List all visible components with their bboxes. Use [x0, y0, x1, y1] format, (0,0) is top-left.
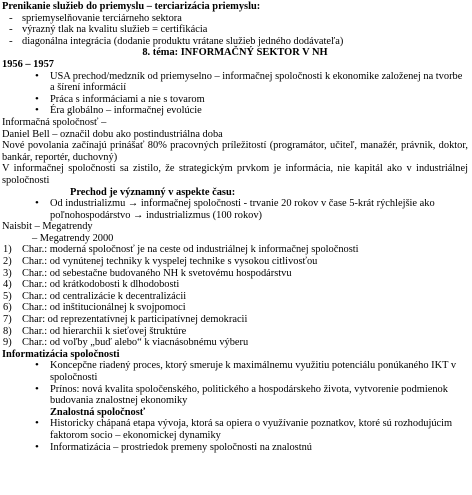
item-text: Char: od reprezentatívnej k participatívnej demokracii: [22, 314, 248, 326]
daniel-bell-line: Daniel Bell – označil dobu ako postindustriálna doba: [2, 128, 223, 140]
characteristic-item: [2, 291, 468, 303]
item-number: 9): [3, 337, 12, 349]
characteristic-item: [2, 326, 468, 338]
bullet-list-usa: [2, 71, 468, 117]
new-professions-paragraph: Nové povolania začínajú prinášať 80% pracovných príležitostí (programátor, učiteľ, manažér, právnik, doktor, bankár, reportér, duchovný): [2, 140, 468, 163]
section-heading-terciarizacia: Prenikanie služieb do priemyslu – terciarizácia priemyslu:: [2, 1, 261, 12]
item-number: 2): [3, 256, 12, 268]
item-text: Char.: od inštitucionálnej k svojpomoci: [22, 302, 186, 314]
period-heading: 1956 – 1957: [2, 58, 54, 70]
bullet-item: [2, 105, 468, 117]
characteristic-item: [2, 337, 468, 349]
characteristic-item: [2, 256, 468, 268]
item-number: 1): [3, 244, 12, 256]
bullet-item: [2, 198, 468, 221]
bullet-item: [2, 384, 468, 407]
characteristic-item: [2, 314, 468, 326]
characteristic-item: [2, 302, 468, 314]
dash-item: - diagonálna integrácia (dodanie produktu vrátane služieb jedného dodávateľa): [2, 36, 468, 48]
naisbit-line: Naisbit – Megatrendy: [2, 221, 93, 233]
item-text: Char.: od sebestačne budovaného NH k svetovému hospodárstvu: [22, 267, 292, 279]
document-page: [2, 1, 468, 453]
characteristic-item: [2, 279, 468, 291]
bullet-text: Prínos: nová kvalita spoločenského, politického a hospodárskeho života, vytvorenie podmienok budovania znalostnej ekonomiky: [50, 383, 448, 407]
item-number: 6): [3, 302, 12, 314]
item-number: 5): [3, 290, 12, 302]
strategic-paragraph: V informačnej spoločnosti sa zistilo, že strategickým prvkom je informácia, nie kapitál ako v industriálnej spoločnosti: [2, 163, 468, 186]
bullet-text: Informatizácia – prostriedok premeny spoločnosti na znalostnú: [50, 441, 312, 453]
znalostna-heading: Znalostná spoločnosť: [50, 406, 146, 418]
informatizacia-heading: Informatizácia spoločnosti: [2, 348, 120, 360]
bullet-list-informatizacia: [2, 360, 468, 406]
item-text: Char.: od hierarchii k sieťovej štruktúre: [22, 325, 187, 337]
bullet-text: Od industrializmu → informačnej spoločnosti - trvanie 20 rokov v čase 5-krát rýchlejšie ako poľnohospodárstvo → industrializmus (100 rokov): [50, 198, 435, 221]
topic-heading: 8. téma: INFORMAČNÝ SEKTOR V NH: [142, 47, 328, 59]
item-number: 8): [3, 325, 12, 337]
bullet-text: Historicky chápaná etapa vývoja, ktorá sa opiera o využívanie poznatkov, ktoré sú rozhodujúcim faktorom socio – ekonomickej dynamiky: [50, 418, 453, 441]
item-text: Char.: moderná spoločnosť je na ceste od industriálnej k informačnej spoločnosti: [22, 244, 359, 256]
bullet-item: [2, 360, 468, 383]
bullet-item: [2, 418, 468, 441]
characteristics-list: [2, 244, 468, 348]
characteristic-item: [2, 268, 468, 280]
dash-list: [2, 13, 468, 48]
item-text: Char.: od vynútenej techniky k vyspelej technike s vysokou citlivosťou: [22, 256, 318, 268]
bullet-text: Koncepčne riadený proces, ktorý smeruje k maximálnemu využitiu potenciálu ponúkaného IKT v spoločnosti: [50, 360, 457, 383]
bullet-item: [2, 442, 468, 454]
item-number: 7): [3, 314, 12, 326]
item-text: Char.: od centralizácie k decentralizácii: [22, 290, 187, 302]
item-text: Char.: od voľby „buď alebo“ k viacnásobnému výberu: [22, 337, 249, 349]
bullet-list-transition: [2, 198, 468, 221]
bullet-text: USA prechod/medzník od priemyselno – informačnej spoločnosti k ekonomike založenej na tvorbe a šírení informácií: [50, 70, 463, 94]
item-text: Char.: od krátkodobosti k dlhodobosti: [22, 279, 180, 291]
characteristic-item: [2, 244, 468, 256]
dash-item: - spriemyselňovanie terciárneho sektora: [2, 13, 468, 25]
bullet-list-znalostna: [2, 418, 468, 453]
info-society-label: Informačná spoločnosť –: [2, 116, 107, 128]
item-number: 4): [3, 279, 12, 291]
bullet-text: Éra globálno – informačnej evolúcie: [50, 105, 202, 117]
transition-heading: Prechod je významný v aspekte času:: [70, 186, 236, 198]
item-number: 3): [3, 267, 12, 279]
bullet-item: [2, 71, 468, 94]
bullet-item: [2, 94, 468, 106]
megatrendy-2000-line: – Megatrendy 2000: [32, 232, 114, 244]
bullet-text: Práca s informáciami a nie s tovarom: [50, 93, 205, 105]
dash-item: - výrazný tlak na kvalitu služieb = certifikácia: [2, 24, 468, 36]
